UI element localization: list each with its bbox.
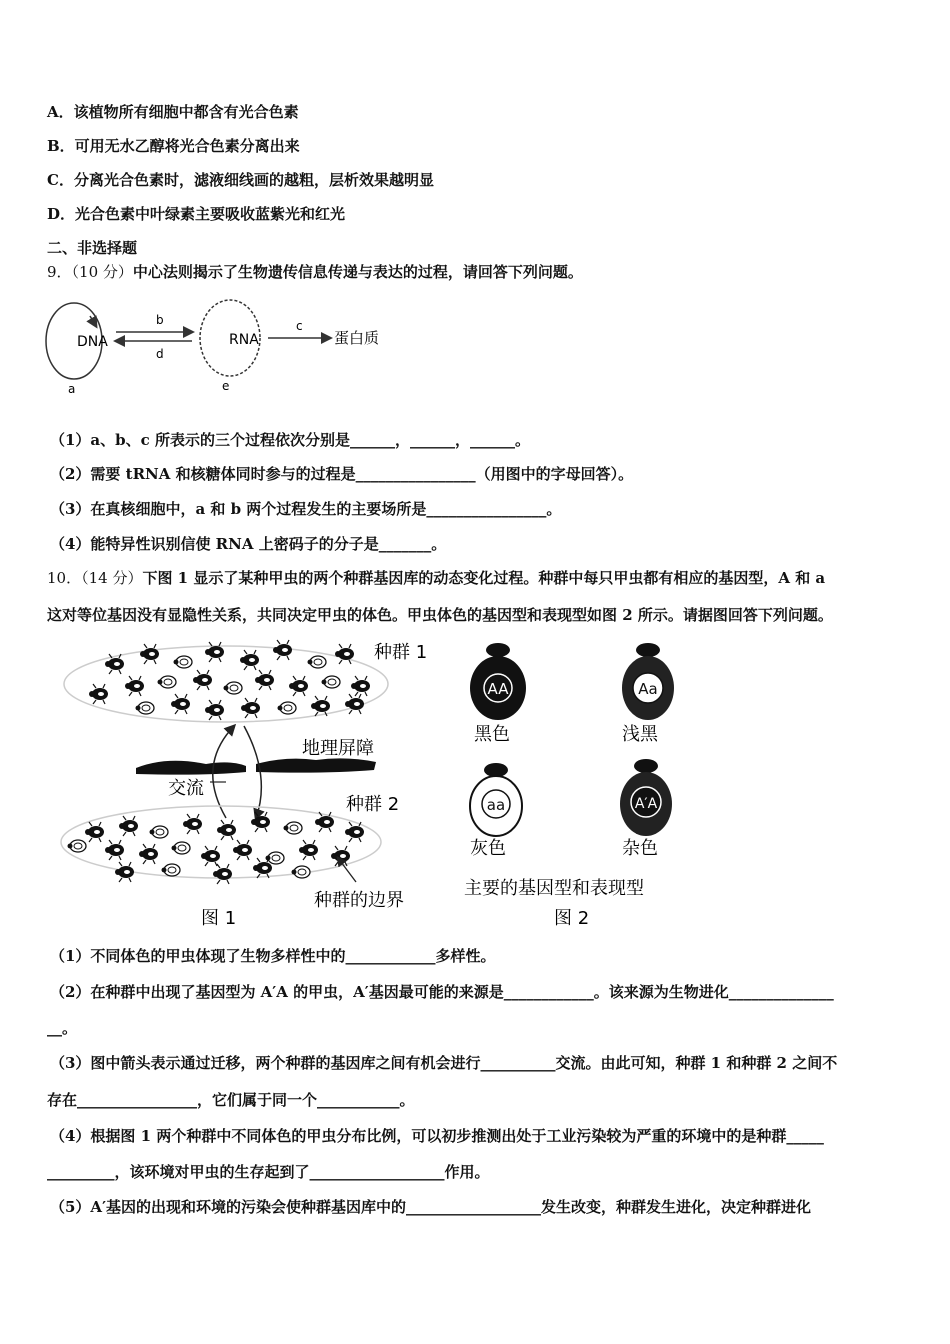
population-2-boundary xyxy=(61,806,381,878)
genotype-A-prime-A: A′A xyxy=(634,796,658,812)
q9-stem xyxy=(47,262,910,282)
q10-sub1: （1）不同体色的甲虫体现了生物多样性中的____________多样性。 xyxy=(50,947,496,965)
genotype-aa: aa xyxy=(486,796,506,814)
rna-label: RNA xyxy=(229,332,259,348)
q10-stem-text1: 下图 1 显示了某种甲虫的两个种群基因库的动态变化过程。种群中每只甲虫都有相应的基因型，A 和 a xyxy=(142,569,826,587)
barrier-left xyxy=(136,761,246,775)
q10-number: 10．（14 分） xyxy=(47,569,143,587)
section-title: 二、非选择题 xyxy=(47,239,138,257)
label-e: e xyxy=(222,379,230,393)
label-black: 黑色 xyxy=(474,724,510,745)
pop1-label: 种群 1 xyxy=(374,642,428,663)
label-c: c xyxy=(296,319,303,333)
label-mottled: 杂色 xyxy=(622,838,658,859)
dna-label: DNA xyxy=(77,334,108,350)
option-d: D．光合色素中叶绿素主要吸收蓝紫光和红光 xyxy=(47,205,346,223)
pop2-label: 种群 2 xyxy=(346,794,400,815)
q10-sub3-line1: （3）图中箭头表示通过迁移，两个种群的基因库之间有机会进行__________交流。由此可知，种群 1 和种群 2 之间不 xyxy=(50,1054,838,1072)
option-b: B．可用无水乙醇将光合色素分离出来 xyxy=(47,137,300,155)
exchange-label: 交流 xyxy=(168,778,204,799)
label-b: b xyxy=(156,313,164,327)
boundary-label: 种群的边界 xyxy=(314,890,404,911)
q9-number: 9．（10 分） xyxy=(47,263,133,281)
label-light-black: 浅黑 xyxy=(622,724,658,745)
population-2-beetles xyxy=(68,812,365,884)
genotype-AA: AA xyxy=(487,680,509,698)
beetle-aa-light-black xyxy=(622,643,674,720)
q10-sub2-line2: __。 xyxy=(47,1019,78,1037)
fig2-subtitle: 主要的基因型和表现型 xyxy=(464,878,644,899)
population-1-beetles xyxy=(89,640,370,720)
q10-sub2-line1: （2）在种群中出现了基因型为 A′A 的甲虫，A′基因最可能的来源是____________。该来源为生物进化______________ xyxy=(50,983,834,1001)
q9-sub1: （1）a、b、c 所表示的三个过程依次分别是______，______，______。 xyxy=(50,431,531,449)
q10-stem-line1 xyxy=(47,568,910,588)
central-dogma-diagram xyxy=(44,296,404,400)
q9-sub2: （2）需要 tRNA 和核糖体同时参与的过程是________________（用图中的字母回答）。 xyxy=(50,465,634,483)
beetle-aa-black xyxy=(470,643,526,720)
label-gray: 灰色 xyxy=(470,838,506,859)
option-c: C．分离光合色素时，滤液细线画的越粗，层析效果越明显 xyxy=(47,171,434,189)
q10-sub4-line1: （4）根据图 1 两个种群中不同体色的甲虫分布比例，可以初步推测出处于工业污染较为严重的环境中的是种群_____ xyxy=(50,1127,824,1145)
beetle-aa-gray xyxy=(470,763,522,836)
barrier-label: 地理屏障 xyxy=(302,738,374,759)
protein-label: 蛋白质 xyxy=(334,329,380,347)
q10-sub3-line2: 存在________________，它们属于同一个___________。 xyxy=(47,1091,415,1109)
option-a: A．该植物所有细胞中都含有光合色素 xyxy=(47,103,299,121)
q9-sub3: （3）在真核细胞中，a 和 b 两个过程发生的主要场所是________________。 xyxy=(50,500,562,518)
loop-a-arrowhead xyxy=(90,316,96,326)
genotype-Aa: Aa xyxy=(638,680,658,698)
figure-1 xyxy=(56,636,456,928)
fig2-caption: 图 2 xyxy=(554,908,590,928)
fig1-caption: 图 1 xyxy=(201,908,237,928)
q9-sub4: （4）能特异性识别信使 RNA 上密码子的分子是_______。 xyxy=(50,535,447,553)
label-d: d xyxy=(156,347,164,361)
figure-2 xyxy=(456,636,716,928)
q10-sub4-line2: _________，该环境对甲虫的生存起到了__________________作用。 xyxy=(47,1163,490,1181)
label-a: a xyxy=(68,382,76,396)
beetle-a-prime-mottled xyxy=(620,759,672,836)
q10-stem-line2: 这对等位基因没有显隐性关系，共同决定甲虫的体色。甲虫体色的基因型和表现型如图 2 所示。请据图回答下列问题。 xyxy=(47,606,833,624)
barrier-right xyxy=(256,758,376,772)
q9-stem-text: 中心法则揭示了生物遗传信息传递与表达的过程，请回答下列问题。 xyxy=(132,263,583,281)
q10-sub5: （5）A′基因的出现和环境的污染会使种群基因库中的__________________发生改变，种群发生进化，决定种群进化 xyxy=(50,1198,812,1216)
